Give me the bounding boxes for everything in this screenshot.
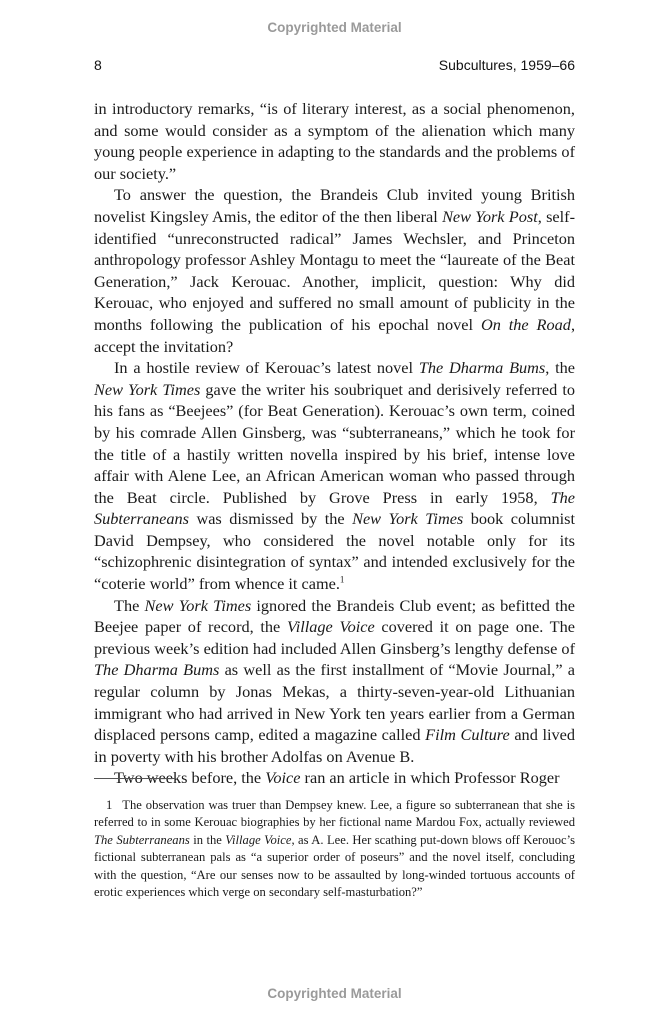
paragraph-1 <box>94 98 575 184</box>
italic-title: New York Times <box>144 595 252 615</box>
text-run: , as A. Lee. Her scathing put-down blows off Kerouoc’s fictional subterranean pals as “a superior order of poseurs” and the novel itself, concluding with the question, “Are our senses now to be assaulted by long-winded tortuous accounts of erotic experiences which verge on secondary self-masturbation?” <box>94 832 576 900</box>
text-run: The <box>114 595 145 615</box>
footnote-number: 1 <box>106 798 113 812</box>
paragraph-4 <box>94 595 575 768</box>
page-number: 8 <box>94 57 102 73</box>
text-run: in introductory remarks, “is of literary interest, as a social phenomenon, and some would consider as a symptom of the alienation which many young people experience in adapting to the standards and the problems of our society.” <box>94 99 575 183</box>
italic-title: Village Voice <box>225 832 292 847</box>
italic-title: Voice <box>265 768 301 788</box>
italic-title: The Dharma Bums <box>94 660 220 680</box>
text-run: covered it on page one. The previous week’s edition had included Allen Ginsberg’s lengthy defense of <box>94 617 575 658</box>
paragraph-3 <box>94 357 575 595</box>
text-run: , the <box>545 358 576 378</box>
text-run: , self-identified “unreconstructed radical” James Wechsler, and Princeton anthropology professor Ashley Montagu to meet the “laureate of the Beat Generation,” Jack Kerouac. Another, implicit, question: Why did Kerouac, who enjoyed and suffered no small amount of publicity in the months following the publication of his epochal novel <box>94 206 575 334</box>
body-text <box>94 98 575 789</box>
text-run: and lived in poverty with his brother Adolfas on Avenue B. <box>94 725 576 766</box>
italic-title: On the Road <box>480 314 571 334</box>
text-run: book columnist David Dempsey, who considered the novel notable only for its “schizophrenic disintegration of syntax” and intended exclusively for the “coterie world” from whence it came. <box>94 509 576 594</box>
watermark-top: Copyrighted Material <box>267 20 402 35</box>
text-run: , accept the invitation? <box>94 314 576 356</box>
paragraph-2 <box>94 184 575 357</box>
text-run: The observation was truer than Dempsey knew. Lee, a figure so subterranean that she is referred to in some Kerouac biographies by her fictional name Mardou Fox, actually reviewed <box>94 798 575 830</box>
footnote-text <box>94 798 575 899</box>
italic-title: Village Voice <box>286 617 375 637</box>
italic-title: New York Times <box>94 379 201 399</box>
text-run: To answer the question, the Brandeis Club invited young British novelist Kingsley Amis, the editor of the then liberal <box>94 185 575 226</box>
text-run: ignored the Brandeis Club event; as befitted the Beejee paper of record, the <box>94 595 575 637</box>
footnote-rule <box>94 778 176 779</box>
italic-title: The Subterraneans <box>94 832 190 847</box>
watermark-bottom: Copyrighted Material <box>267 986 402 1001</box>
text-run: in the <box>189 832 226 847</box>
text-run: as well as the first installment of “Movie Journal,” a regular column by Jonas Mekas, a thirty-seven-year-old Lithuanian immigrant who had arrived in New York ten years earlier from a German displaced persons camp, edited a magazine called <box>94 660 575 745</box>
italic-title: New York Times <box>352 509 464 529</box>
italic-title: Film Culture <box>425 725 510 745</box>
text-run: Two weeks before, the <box>114 768 266 788</box>
italic-title: New York Post <box>442 206 538 226</box>
footnote <box>94 797 575 901</box>
italic-title: The Dharma Bums <box>418 358 546 378</box>
italic-title: The Subterraneans <box>94 487 575 529</box>
running-title: Subcultures, 1959–66 <box>438 57 575 73</box>
text-run: In a hostile review of Kerouac’s latest novel <box>114 358 419 378</box>
text-run: gave the writer his soubriquet and derisively referred to his fans as “Beejees” (for Beat Generation). Kerouac’s own term, coined by his comrade Allen Ginsberg, was “subterraneans,” which he took for the title of a hastily written novella inspired by his brief, intense love affair with Alene Lee, an African American woman who passed through the Beat circle. Published by Grove Press in early 1958, <box>94 379 576 507</box>
text-run: ran an article in which Professor Roger <box>300 768 560 788</box>
footnote-ref: 1 <box>339 574 345 585</box>
text-run: was dismissed by the <box>188 509 353 529</box>
